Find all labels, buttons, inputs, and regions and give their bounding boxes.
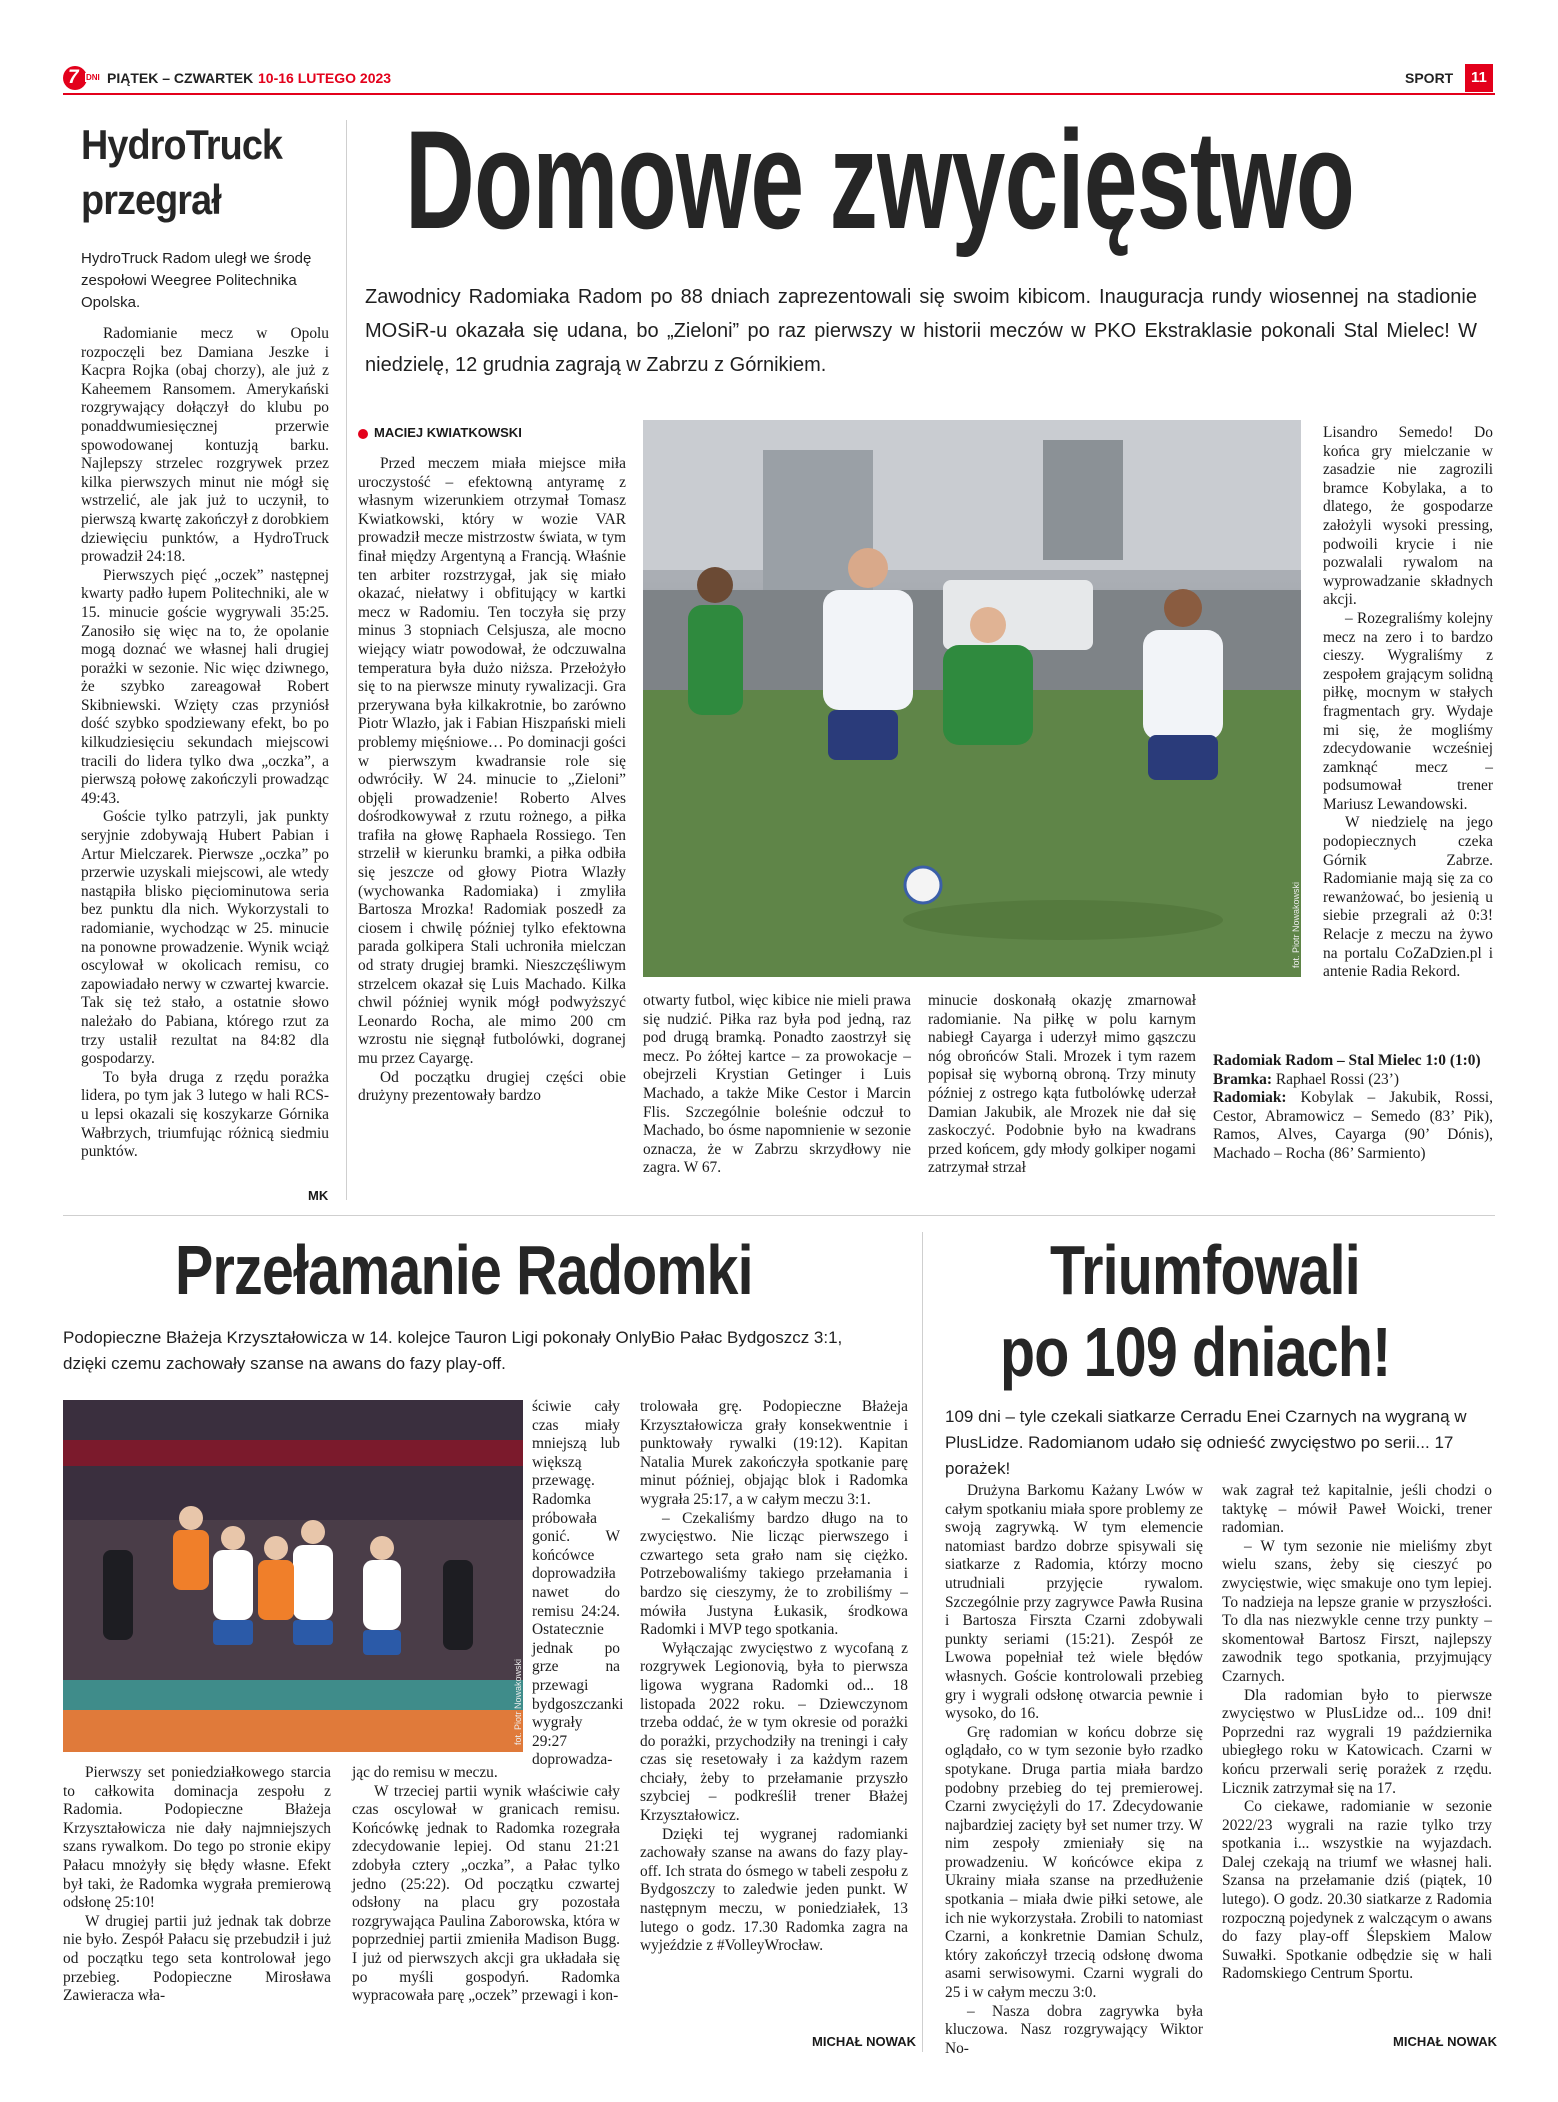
side-title-line2: przegrał [81, 176, 221, 223]
main-paragraph: Od początku drugiej części obie drużyny prezentowały bardzo [358, 1068, 626, 1105]
goal-value: Raphael Rossi (23’) [1275, 1070, 1399, 1088]
czarni-paragraph: Dla radomian było to pierwsze zwycięstwo w PlusLidze od... 109 dni! Poprzedni raz wygrali 19 października ubiegłego roku w Katowicach. Czarni w końcu przerwali serię porażek z rzędu. Licznik zatrzymał się na 17. [1222, 1686, 1492, 1797]
main-paragraph: – Rozegraliśmy kolejny mecz na zero i to bardzo cieszy. Wygraliśmy z zespołem grającym solidną piłkę, mocnym w stałych fragmentach gry. Wydaje mi się, że mogliśmy zdecydowanie wcześniej zamknąć mecz – podsumował trener Mariusz Lewandowski. [1323, 609, 1493, 813]
volley-col-3 [640, 1398, 908, 1956]
czarni-col-1 [945, 1482, 1203, 2058]
section-label: SPORT [1405, 70, 1454, 86]
main-col-3 [928, 992, 1196, 1178]
volley-paragraph: – Czekaliśmy bardzo długo na to zwycięstwo. Nie licząc pierwszego i czwartego seta grało nam się ciężko. Potrzebowaliśmy takiego przełamania i bardzo się cieszymy, że to zrobiliśmy – mówiła Justyna Łukasik, środkowa Radomki i MVP tego spotkania. [640, 1509, 908, 1639]
football-photo [643, 420, 1301, 977]
czarni-paragraph: wak zagrał też kapitalnie, jeśli chodzi o taktykę – mówił Paweł Woicki, trener radomian. [1222, 1482, 1492, 1537]
match-title: Radomiak Radom – Stal Mielec 1:0 (1:0) [1213, 1052, 1481, 1069]
lineup-label: Radomiak: [1213, 1089, 1287, 1107]
czarni-title-line1: Triumfowali [1050, 1231, 1360, 1309]
side-paragraph: Goście tylko patrzyli, jak punkty seryjnie zdobywają Hubert Pabian i Artur Mielczarek. Pierwsze „oczka” po przerwie uzyskali miejscowi, ale wtedy nastąpiła blisko pięciominutowa seria bez punktu dla nich. Wykorzystali to radomianie, wychodząc w 25. minucie na ponowne prowadzenie. Wynik wciąż oscylował w okolicach remisu, co zapowiadało nerwy w czwartej kwarcie. Tak się też stało, a ostatnie słowo należało do Pabiana, którego rzut za trzy ustalił rezultat na 84:82 dla gospodarzy. [81, 808, 329, 1068]
volley-beside-photo [532, 1398, 624, 1770]
date-value: 10-16 LUTEGO 2023 [258, 70, 392, 86]
date-label: PIĄTEK – CZWARTEK [107, 70, 254, 86]
volley-paragraph: trolowała grę. Podopieczne Błażeja Krzyształowicza grały konsekwentnie i punktowały rywalki (19:12). Kapitan Natalia Murek zakończyła spotkanie parę minut później, objając blok i Radomka wygrała 25:17, a w całym meczu 3:1. [640, 1398, 908, 1508]
volley-paragraph: W drugiej partii już jednak tak dobrze nie było. Zespół Pałacu się przebudził i już od początku tego seta kontrolował jego przebieg. Podopieczne Mirosława Zawieracza wła- [63, 1912, 331, 2005]
goal-label: Bramka: [1213, 1070, 1272, 1088]
czarni-paragraph: Co ciekawe, radomianie w sezonie 2022/23 wygrali na razie tylko trzy spotkania i... wszystkie na wyjazdach. Dalej czekają na triumf we własnej hali. Szansa na przełamanie dziś (piątek, 10 lutego). O godz. 20.30 siatkarze z Radomia rozpoczną pojedynek z walczącym o awans do fazy play-off Ślepskiem Malow Suwałki. Spotkanie odbędzie się w hali Radomskiego Centrum Sportu. [1222, 1798, 1492, 1983]
volley-col-1 [63, 1764, 331, 2006]
main-paragraph: Przed meczem miała miejsce miła uroczystość – efektowną antyramę z własnym wizerunkiem otrzymał Tomasz Kwiatkowski, który w wozie VAR prowadził mecze mistrzostw świata, w tym finał między Argentyną a Francją. Właśnie ten arbiter rozstrzygał, jak się miało okazać, niełatwy i obfitujący w kartki mecz w Radomiu. Ten toczyła się przy minus 3 stopniach Celsjusza, ale mocno wiejący wiatr powodował, że odczuwalna temperatura była dużo niższa. Przełożyło się to na pierwsze minuty rywalizacji. Gra przerywana była kilkakrotnie, bo zarówno Piotr Wlazło, jak i Fabian Hiszpański mieli problemy mięśniowe… Po dominacji gości w pierwszym kwadransie role się odwróciły. W 24. minucie to „Zieloni” objęli prowadzenie! Roberto Alves dośrodkowywał z rzutu rożnego, a piłka trafiła na głowę Raphaela Rossiego. Ten strzelił w kierunku bramki, a piłka odbiła się jeszcze od głowy Piotra Wlazły (wychowanka Radomiaka) i zmyliła Bartosza Mrozka! Radomiak poszedł za ciosem i chwilę później tylko efektowna parada golkipera Stali uchroniła mielczan od straty drugiej bramki. Nieszczęśliwym strzelcem okazał się Luis Machado. Kilka chwil później wynik mógł podwyższyć Leonardo Rocha, ale mimo 200 cm wzrostu nie sięgnął futbolówki, dogranej mu przez Cayargę. [358, 455, 626, 1067]
side-author: MK [308, 1188, 329, 1203]
volley-paragraph: Wyłączając zwycięstwo z wycofaną z rozgrywek Legionovią, była to pierwsza ligowa wygrana Radomki od... 18 listopada 2022 roku. – Dziewczynom trzeba oddać, że w tym okresie od porażki do porażki, przychodziły na treningi i cały czas się resetowały i za każdym razem chciały, żeby to przełamanie przyszło szybciej – podkreślił trener Błażej Krzyształowicz. [640, 1639, 908, 1825]
side-title-line1: HydroTruck [81, 121, 283, 168]
header-rule [63, 93, 1495, 95]
czarni-lead: 109 dni – tyle czekali siatkarze Cerradu Enei Czarnych na wygraną w PlusLidze. Radomianom udało się odnieść zwycięstwo po serii... 17 porażek! [945, 1407, 1467, 1478]
czarni-paragraph: Grę radomian w końcu dobrze się oglądało, co w tym sezonie było rzadko spotykane. Druga partia miała bardzo podobny przebieg do tej premierowej. Czarni zwyciężyli do 17. Zdecydowanie najbardziej zacięty był set numer trzy. W nim zespoły zmieniały się na prowadzeniu. W końcówce ekipa z Ukrainy miała szanse na przedłużenie spotkania – miała dwie piłki setowe, ale ich nie wykorzystała. Zrobili to natomiast Czarni, a konkretnie Damian Schulz, który zakończył trzecią odsłonę dwoma asami serwisowymi. Czarni wygrali do 25 i w całym meczu 3:0. [945, 1723, 1203, 2002]
czarni-paragraph: Drużyna Barkomu Każany Lwów w całym spotkaniu miała spore problemy ze swoją zagrywką. W tym elemencie natomiast bardzo dobrze spisywali się siatkarze z Radomia, którzy mocno utrudniali przyjęcie rywalom. Szczególnie przy zagrywce Pawła Rusina i Bartosza Firszta Czarni zdobywali punkty seriami (15:21). Zespół ze Lwowa popełniał też wiele błędów własnych. Goście kontrolowali przebieg gry i wygrali odsłonę otwarcia pewnie i wysoko, do 16. [945, 1482, 1203, 1723]
czarni-paragraph: – Nasza dobra zagrywka była kluczowa. Nasz rozgrywający Wiktor No- [945, 2002, 1203, 2057]
volley-paragraph: Dzięki tej wygranej radomianki zachowały szanse na awans do fazy play-off. Ich strata do ósmego w tabeli zespołu z Bydgoszczy to zaledwie jeden punkt. W następnym meczu, w poniedziałek, 13 lutego o godz. 17.30 Radomka zagra na wyjeździe z #VolleyWrocław. [640, 1825, 908, 1955]
volley-col-2 [352, 1764, 620, 2006]
volley-title: Przełamanie Radomki [175, 1231, 753, 1309]
author-dot [358, 429, 368, 439]
match-box [1213, 1052, 1493, 1164]
side-paragraph: Radomianie mecz w Opolu rozpoczęli bez Damiana Jeszke i Kacpra Rojka (obaj chorzy), ale już z Kaheemem Ransomem. Amerykański rozgrywający dołączył do klubu po ponaddwumiesięcznej przerwie spowodowanej kontuzją barku. Najlepszy strzelec rozgrywek przez kilka pierwszych minut nie mógł się wstrzelić, ale jak już to uczynił, to pierwszą kwartę zakończył z dorobkiem dziewięciu punktów, a HydroTruck prowadził 24:18. [81, 325, 329, 566]
volley-paragraph: ściwie cały czas miały mniejszą lub większą przewagę. Radomka próbowała gonić. W końcówce doprowadziła nawet do remisu 24:24. Ostatecznie jednak po grze na przewagi bydgoszczanki wygrały 29:27 doprowadza- [532, 1398, 624, 1769]
side-body [81, 325, 329, 1162]
page-number: 11 [1471, 69, 1487, 86]
logo-7dni [63, 66, 87, 90]
volley-photo [63, 1400, 523, 1752]
main-col-2 [643, 992, 911, 1178]
main-paragraph: otwarty futbol, więc kibice nie mieli prawa się nudzić. Piłka raz była pod jedną, raz pod drugą bramką. Ponadto zaostrzył się mecz. Po żółtej kartce – za prowokacje – obejrzeli Krystian Getinger i Luis Machado, a także Mike Cestor i Marcin Flis. Szczególnie boleśnie odczuł to Machado, bo ósme napomnienie w sezonie oznacza, że w Zabrzu skrzydłowy nie zagra. W 67. [643, 992, 911, 1177]
volley-paragraph: W trzeciej partii wynik właściwie cały czas oscylował w granicach remisu. Końcówkę jednak to Radomka rozegrała zdecydowanie lepiej. Od stanu 21:21 zdobyła cztery „oczka”, a Pałac tylko jedno (25:22). Od początku czwartej odsłony na placu gry pozostała rozgrywająca Paulina Zaborowska, która w poprzedniej partii zmieniła Madison Bugg. I już od pierwszych akcji gra układała się po myśli gospodyń. Radomka wypracowała parę „oczek” przewagi i kon- [352, 1782, 620, 2005]
side-paragraph: Pierwszych pięć „oczek” następnej kwarty padło łupem Politechniki, ale w 15. minucie goście wygrywali 35:25. Zanosiło się więc na to, że opolanie mogą doznać we własnej hali drugiej porażki w sezonie. Nic więc dziwnego, że szybko zareagował Robert Skibniewski. Wzięty czas przyniósł dość szybko spodziewany efekt, bo po kilkudziesięciu sekundach miejscowi tracili do lidera tylko dwa „oczka”, a pierwszą połowę zakończyli prowadząc 49:43. [81, 566, 329, 807]
main-title: Domowe zwycięstwo [405, 101, 1355, 258]
page-header [63, 64, 1495, 94]
main-paragraph: Lisandro Semedo! Do końca gry mielczanie w zasadzie nie zagrozili bramce Kobylaka, a to dlatego, że gospodarze założyli wysoki pressing, podwoili krycie i nie pozwalali rywalom na wyprowadzanie składnych akcji. [1323, 424, 1493, 609]
volley-paragraph: jąc do remisu w meczu. [352, 1764, 498, 1781]
czarni-col-2 [1222, 1482, 1492, 1984]
main-paragraph: W niedzielę na jego podopiecznych czeka Górnik Zabrze. Radomianie mają się za co rewanżować, bo jesienią u siebie przegrali aż 0:3! Relacje z meczu na żywo na portalu CoZaDzien.pl i antenie Radia Rekord. [1323, 814, 1493, 981]
logo-number: 7 [68, 67, 79, 88]
volley-scene [63, 1400, 523, 1752]
volley-paragraph: Pierwszy set poniedziałkowego starcia to całkowita dominacja zespołu z Radomia. Podopieczne Błażeja Krzyształowicza nie dały najmniejszych szans rywalkom. Do tego po stronie ekipy Pałacu mnożyły się błędy własne. Efekt był taki, że Radomka wygrała premierową odsłonę 25:10! [63, 1764, 331, 1912]
football-photo-credit: fot. Piotr Nowakowski [1291, 881, 1301, 968]
side-paragraph: To była druga z rzędu porażka lidera, po tym jak 3 lutego w hali RCS-u lepsi okazali się koszykarze Górnika Wałbrzych, triumfując różnicą siedmiu punktów. [81, 1068, 329, 1161]
section-rule [63, 1215, 1495, 1216]
match-lineup [1213, 1089, 1493, 1163]
czarni-paragraph: – W tym sezonie nie mieliśmy zbyt wielu szans, żeby się cieszyć po zwycięstwie, więc smakuje ono tym lepiej. To nadzieja na lepsze granie w przyszłości. To dla nas niezwykle cenne trzy punkty – skomentował Bartosz Firszt, najlepszy zawodnik tego spotkania, przyjmujący Czarnych. [1222, 1537, 1492, 1685]
volley-author: MICHAŁ NOWAK [812, 2034, 916, 2049]
section-rule-vertical [922, 1232, 923, 2052]
author-line [358, 424, 638, 444]
main-lead: Zawodnicy Radomiaka Radom po 88 dniach zaprezentowali się swoim kibicom. Inauguracja rundy wiosennej na stadionie MOSiR-u okazała się udana, bo „Zieloni” po raz pierwszy w historii meczów w PKO Ekstraklasie pokonali Stal Mielec! W niedzielę, 12 grudnia zagrają w Zabrzu z Górnikiem. [365, 286, 1477, 376]
side-article [63, 110, 331, 1210]
czarni-author: MICHAŁ NOWAK [1393, 2034, 1497, 2049]
main-col-4 [1323, 424, 1493, 982]
page-number-badge [1465, 64, 1493, 92]
match-goal [1213, 1071, 1493, 1090]
czarni-title-line2: po 109 dniach! [1000, 1313, 1391, 1391]
football-scene [643, 420, 1301, 977]
volley-photo-credit: fot. Piotr Nowakowski [513, 1658, 523, 1745]
column-rule [346, 120, 347, 1200]
side-lead: HydroTruck Radom uległ we środę zespołowi Weegree Politechnika Opolska. [81, 250, 312, 311]
logo-text: DNI [86, 73, 100, 82]
volley-lead: Podopieczne Błażeja Krzyształowicza w 14. kolejce Tauron Ligi pokonały OnlyBio Pałac Bydgoszcz 3:1, dzięki czemu zachowały szanse na awans do fazy play-off. [63, 1328, 843, 1373]
main-author: MACIEJ KWIATKOWSKI [374, 425, 522, 440]
main-paragraph: minucie doskonałą okazję zmarnował radomianie. Na piłkę w polu karnym nabiegł Cayarga i uderzył mimo gąszczu nóg obrońców Stali. Mrozek i tym razem popisał się wyborną obroną. Trzy minuty później z ostrego kąta futbolówkę uderzał Damian Jakubik, ale Mrozek nie dał się zaskoczyć. Podobnie było na kwadrans przed końcem, gdy młody golkiper nogami zatrzymał strzał [928, 992, 1196, 1177]
lineup-value: Kobylak – Jakubik, Rossi, Cestor, Abramowicz – Semedo (83’ Pik), Ramos, Alves, Cayarga (90’ Dónis), Machado – Rocha (86’ Sarmiento) [1213, 1089, 1493, 1162]
main-col-1 [358, 455, 626, 1106]
